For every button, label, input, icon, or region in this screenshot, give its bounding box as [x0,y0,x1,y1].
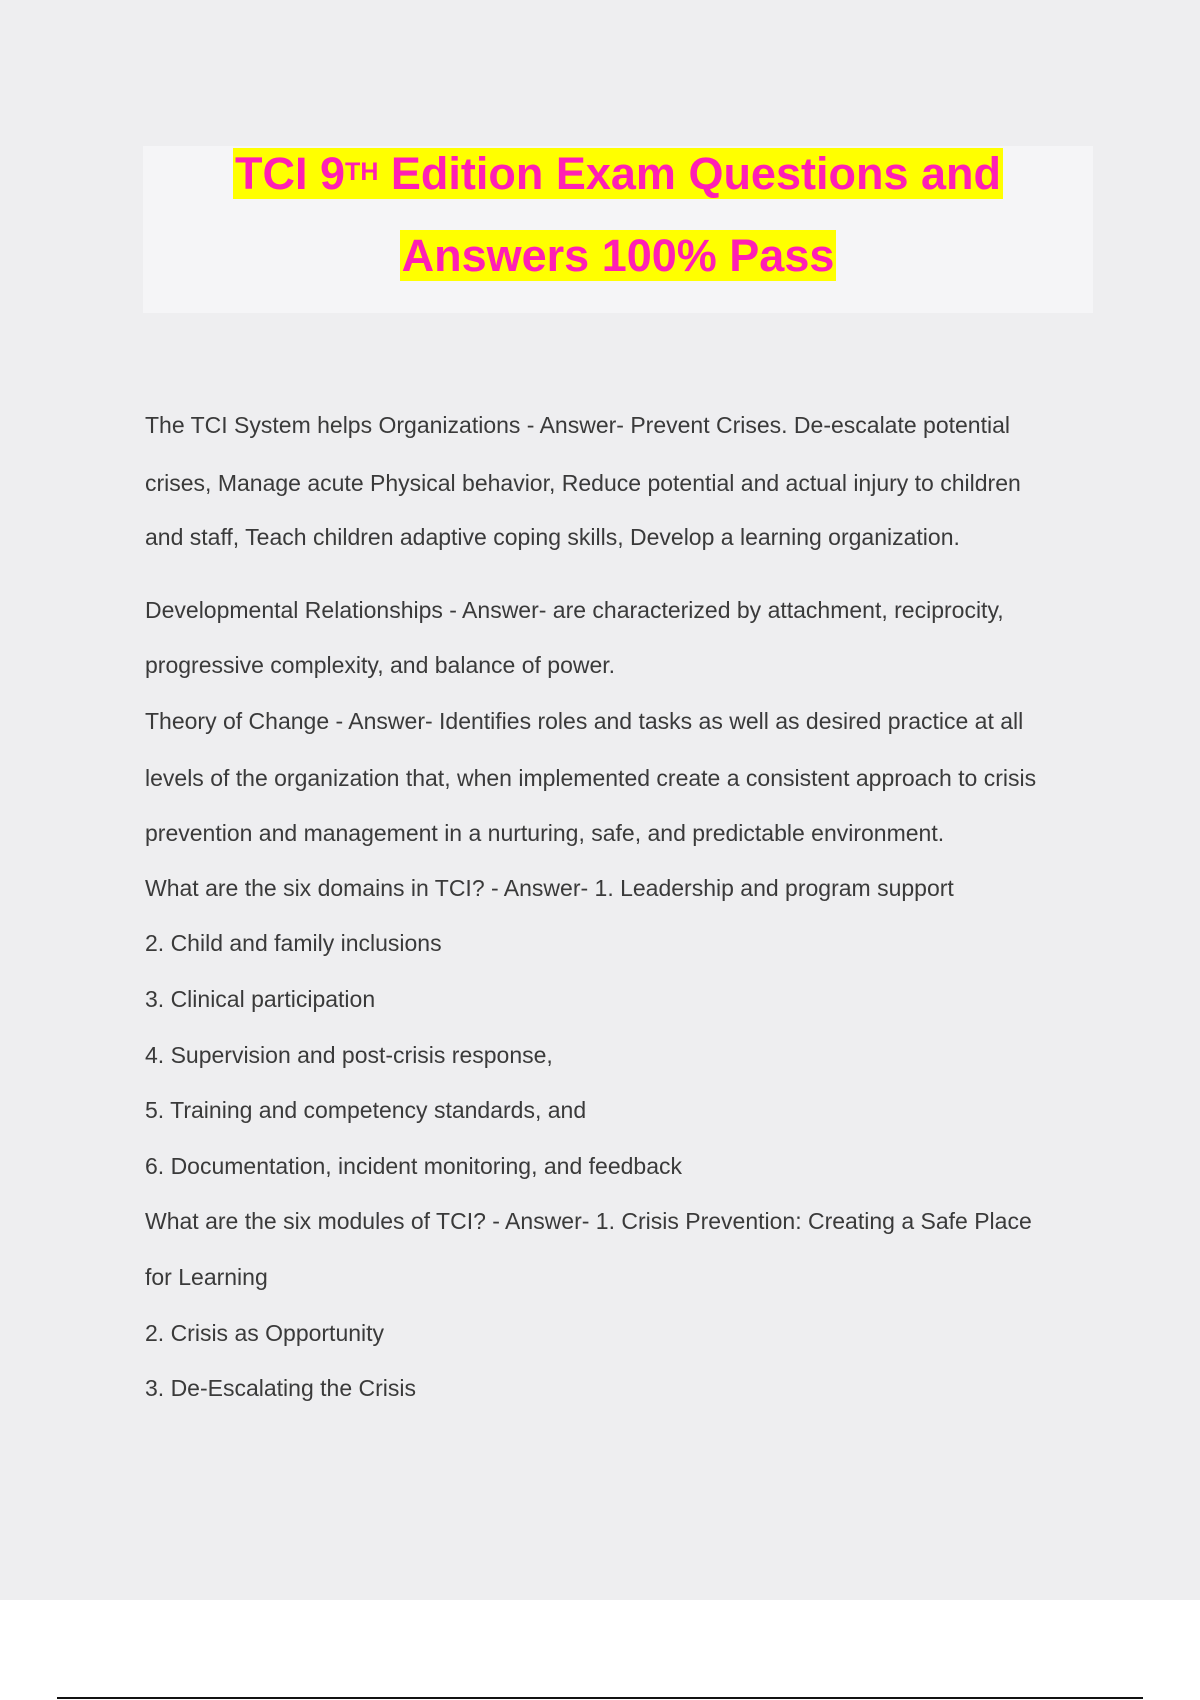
text-line: for Learning [145,1264,268,1290]
list-item: 2. Child and family inclusions [145,930,442,956]
text-line: What are the six modules of TCI? - Answer- 1. Crisis Prevention: Creating a Safe Place [145,1208,1032,1234]
list-item: 4. Supervision and post-crisis response, [145,1042,553,1068]
title-text-pre: TCI 9 [235,148,346,199]
list-item: 3. Clinical participation [145,986,376,1012]
title-highlight-1 [233,148,1003,199]
text-line: progressive complexity, and balance of power. [145,652,616,678]
text-line: Theory of Change - Answer- Identifies roles and tasks as well as desired practice at all [145,708,1024,734]
text-line: levels of the organization that, when implemented create a consistent approach to crisis [145,765,1037,791]
title-box [143,146,1093,313]
list-item: 5. Training and competency standards, and [145,1097,587,1123]
list-item: 3. De-Escalating the Crisis [145,1375,416,1401]
text-line: and staff, Teach children adaptive coping skills, Develop a learning organization. [145,524,960,550]
text-line: The TCI System helps Organizations - Answer- Prevent Crises. De-escalate potential [145,412,1010,438]
list-item: 2. Crisis as Opportunity [145,1320,385,1346]
footer-divider [57,1697,1143,1699]
text-line: Developmental Relationships - Answer- are characterized by attachment, reciprocity, [145,597,1004,623]
text-line: prevention and management in a nurturing, safe, and predictable environment. [145,820,945,846]
text-line: crises, Manage acute Physical behavior, Reduce potential and actual injury to children [145,470,1021,496]
page-title-line-1 [143,146,1093,202]
title-superscript: TH [345,158,379,186]
title-text-post: Edition Exam Questions and [390,148,1001,199]
text-line: What are the six domains in TCI? - Answer- 1. Leadership and program support [145,875,954,901]
page-title-line-2 [143,228,1093,284]
list-item: 6. Documentation, incident monitoring, and feedback [145,1153,682,1179]
title-highlight-2: Answers 100% Pass [401,230,835,281]
